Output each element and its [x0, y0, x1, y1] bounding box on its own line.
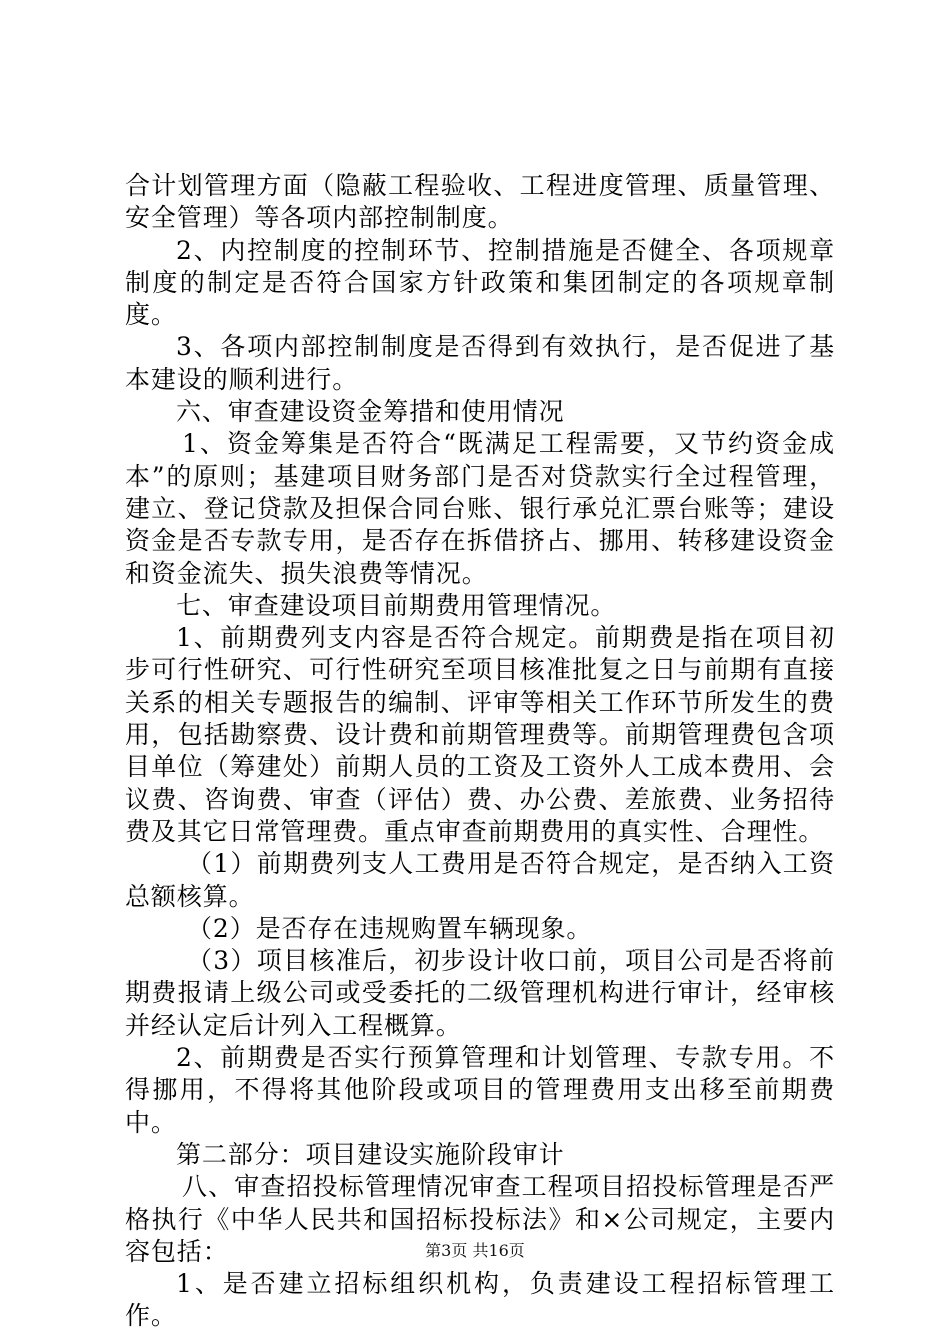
paragraph-2: 2、内控制度的控制环节、控制措施是否健全、各项规章制度的制定是否符合国家方针政策和集团制定的各项规章制度。 [125, 235, 835, 330]
paragraph-8: （1）前期费列支人工费用是否符合规定，是否纳入工资总额核算。 [125, 849, 835, 911]
paragraph-14: 1、是否建立招标组织机构，负责建设工程招标管理工作。 [125, 1269, 835, 1331]
section-heading-7: 七、审查建设项目前期费用管理情况。 [176, 590, 617, 620]
page-number: 第3页 共16页 [425, 1241, 525, 1260]
document-body [125, 170, 835, 1333]
paragraph-5: 1、资金筹集是否符合“既满足工程需要，又节约资金成本”的原则；基建项目财务部门是否对贷款实行全过程管理，建立、登记贷款及担保合同台账、银行承兑汇票台账等；建设资金是否专款专用，是否存在拆借挤占、挪用、转移建设资金和资金流失、损失浪费等情况。 [125, 429, 835, 588]
paragraph-9: （2）是否存在违规购置车辆现象。 [187, 913, 593, 943]
section-heading-6: 六、审查建设资金筹措和使用情况 [176, 397, 565, 427]
paragraph-10: （3）项目核准后，初步设计收口前，项目公司是否将前期费报请上级公司或受委托的二级管理机构进行审计，经审核并经认定后计列入工程概算。 [125, 946, 835, 1040]
part-heading-2: 第二部分：项目建设实施阶段审计 [176, 1139, 565, 1169]
paragraph-7: 1、前期费列支内容是否符合规定。前期费是指在项目初步可行性研究、可行性研究至项目核准批复之日与前期有直接关系的相关专题报告的编制、评审等相关工作环节所发生的费用，包括勘察费、设计费和前期管理费等。前期管理费包含项目单位（筹建处）前期人员的工资及工资外人工成本费用、会议费、咨询费、审查（评估）费、办公费、差旅费、业务招待费及其它日常管理费。重点审查前期费用的真实性、合理性。 [125, 623, 835, 846]
paragraph-3: 3、各项内部控制制度是否得到有效执行，是否促进了基本建设的顺利进行。 [125, 332, 835, 394]
paragraph-11: 2、前期费是否实行预算管理和计划管理、专款专用。不得挪用，不得将其他阶段或项目的管理费用支出移至前期费中。 [125, 1043, 835, 1137]
paragraph-1: 合计划管理方面（隐蔽工程验收、工程进度管理、质量管理、安全管理）等各项内部控制制度。 [125, 171, 835, 233]
section-heading-8: 八、审查招投标管理情况审查工程项目招投标管理是否严格执行《中华人民共和国招标投标法》和×公司规定，主要内容包括： [125, 1172, 835, 1266]
page-footer [0, 1241, 950, 1261]
